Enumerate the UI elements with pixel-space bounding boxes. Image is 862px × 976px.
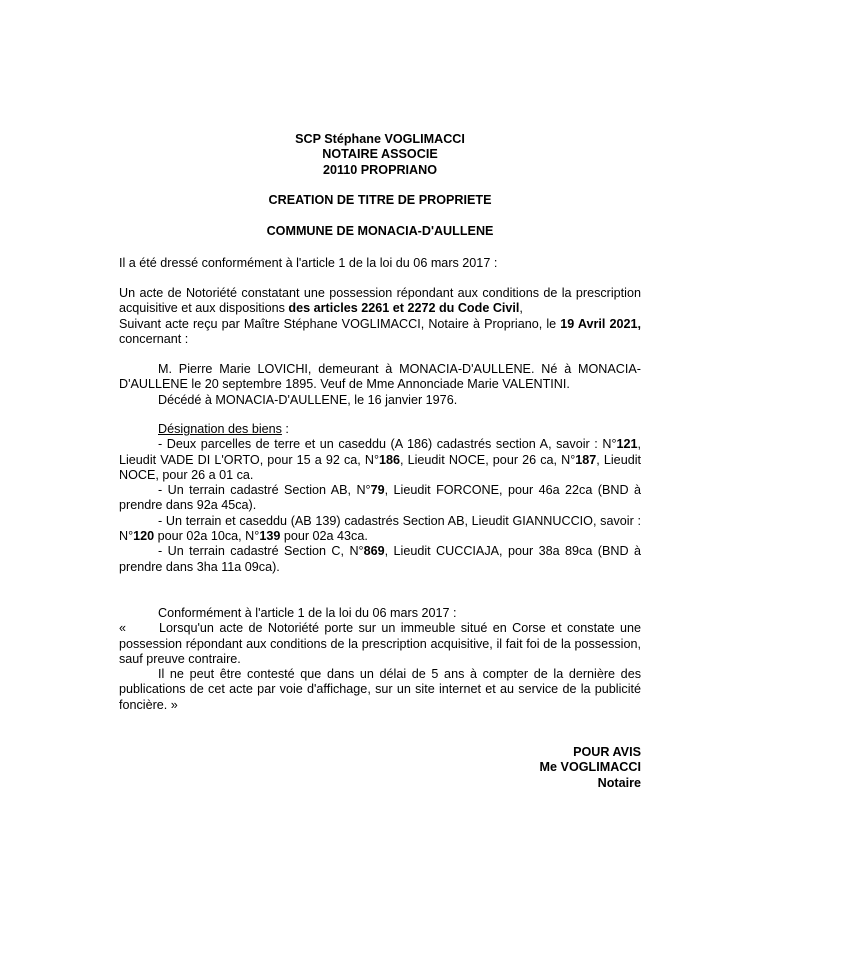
acte-paragraph: Un acte de Notoriété constatant une possession répondant aux conditions de la prescription acquisitive et aux dispositions des articles 2261 et 2272 du Code Civil, Suivant acte reçu par Maître Stéphane VOGLIMACCI, Notaire à Propriano, le 19 Avril 2021, concernant :	[119, 286, 641, 346]
loi-section	[119, 606, 641, 713]
loi-intro: Conformément à l'article 1 de la loi du 06 mars 2017 :	[158, 606, 457, 620]
office-title: NOTAIRE ASSOCIE	[322, 147, 438, 162]
office-name: SCP Stéphane VOGLIMACCI	[295, 132, 465, 146]
bien-item: - Un terrain cadastré Section AB, N°79, Lieudit FORCONE, pour 46a 22ca (BND à prendre dans 92a 45ca).	[119, 483, 641, 513]
signature-line-3: Notaire	[597, 775, 641, 790]
bien-item: - Deux parcelles de terre et un caseddu (A 186) cadastrés section A, savoir : N°121, Lieudit VADE DI L'ORTO, pour 15 a 92 ca, N°186, Lieudit NOCE, pour 26 ca, N°187, Lieudit NOCE, pour 26 a 01 ca.	[119, 437, 641, 482]
loi-quote-1: « Lorsqu'un acte de Notoriété porte sur un immeuble situé en Corse et constate une possession répondant aux conditions de la prescription acquisitive, il fait foi de la possession, sauf preuve contraire.	[119, 621, 641, 666]
office-address: 20110 PROPRIANO	[322, 162, 438, 177]
document-title: CREATION DE TITRE DE PROPRIETE	[268, 193, 492, 207]
signature-line-2: Me VOGLIMACCI	[539, 760, 641, 775]
bien-item: - Un terrain et caseddu (AB 139) cadastrés Section AB, Lieudit GIANNUCCIO, savoir : N°120 pour 02a 10ca, N°139 pour 02a 43ca.	[119, 513, 641, 544]
biens-section	[119, 422, 641, 575]
loi-quote-2: Il ne peut être contesté que dans un délai de 5 ans à compter de la dernière des publications de cet acte par voie d'affichage, sur un site internet et au service de la publicité foncière. »	[119, 667, 641, 712]
person-paragraph: M. Pierre Marie LOVICHI, demeurant à MONACIA-D'AULLENE. Né à MONACIA-D'AULLENE le 20 septembre 1895. Veuf de Mme Annonciade Marie VALENTINI. Décédé à MONACIA-D'AULLENE, le 16 janvier 1976.	[119, 362, 641, 407]
signature-block	[540, 745, 641, 791]
signature-line-1: POUR AVIS	[573, 745, 641, 759]
bien-item: - Un terrain cadastré Section C, N°869, Lieudit CUCCIAJA, pour 38a 89ca (BND à prendre dans 3ha 11a 09ca).	[119, 544, 641, 574]
intro-text: Il a été dressé conformément à l'article 1 de la loi du 06 mars 2017 :	[119, 256, 498, 270]
commune-title: COMMUNE DE MONACIA-D'AULLENE	[266, 224, 494, 238]
office-header	[0, 132, 760, 178]
biens-heading: Désignation des biens :	[158, 422, 289, 436]
